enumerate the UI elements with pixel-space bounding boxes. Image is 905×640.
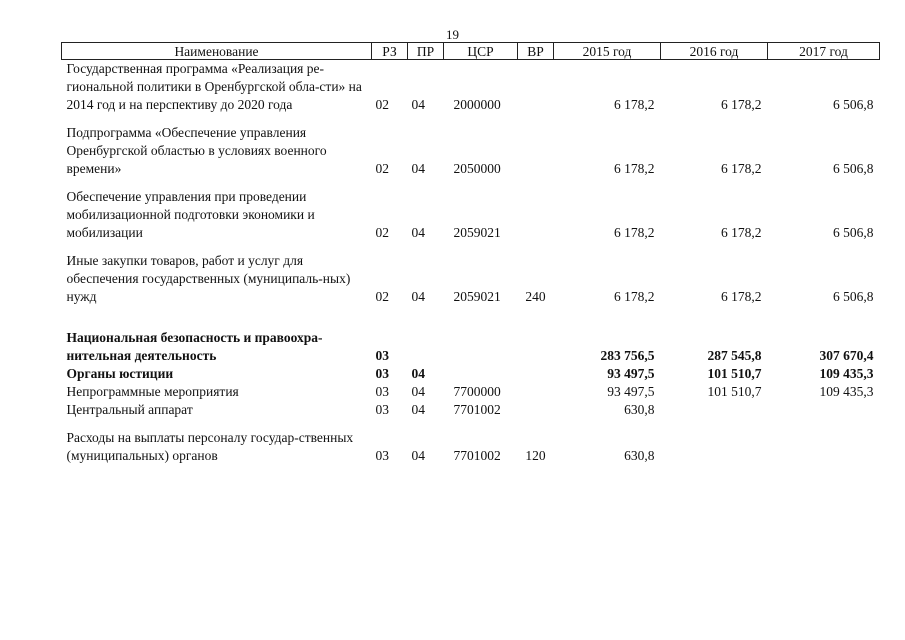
row-vr [518,60,554,115]
table-row [62,178,880,242]
row-vr [518,365,554,383]
table-row [62,114,880,178]
table-row [62,419,880,465]
row-2016: 6 178,2 [721,289,762,304]
row-2016: 6 178,2 [721,97,762,112]
row-2015: 6 178,2 [614,289,655,304]
row-vr: 240 [525,289,546,304]
row-vr [518,383,554,401]
row-rz: 02 [375,289,389,304]
row-2017 [768,419,880,465]
row-csr: 2000000 [453,97,501,112]
row-2015: 93 497,5 [607,384,655,399]
row-name: Органы юстиции [66,366,174,381]
row-name: Расходы на выплаты персоналу государ-ственных (муниципальных) органов [66,430,354,463]
row-csr: 2059021 [453,289,501,304]
header-vr: ВР [518,43,554,60]
row-pr: 04 [411,402,425,417]
row-2017: 6 506,8 [833,289,874,304]
row-2015: 6 178,2 [614,161,655,176]
row-rz: 02 [375,97,389,112]
row-2017 [768,401,880,419]
row-csr: 7701002 [453,402,501,417]
header-row [62,43,880,60]
row-vr [518,401,554,419]
table-row [62,242,880,306]
table-row [62,306,880,365]
row-pr: 04 [411,97,425,112]
row-2016: 6 178,2 [721,161,762,176]
row-2015: 283 756,5 [600,348,655,363]
row-2017: 109 435,3 [819,366,874,381]
row-name: Центральный аппарат [66,402,193,417]
row-rz: 02 [375,161,389,176]
row-rz: 02 [375,225,389,240]
row-name: Государственная программа «Реализация ре-гиональной политики в Оренбургской обла-сти» на 2014 год и на перспективу до 2020 года [66,61,362,112]
row-2016: 6 178,2 [721,225,762,240]
row-2015: 6 178,2 [614,97,655,112]
row-rz: 03 [375,402,389,417]
row-pr [408,306,444,365]
table-row [62,401,880,419]
table-row [62,383,880,401]
row-rz: 03 [375,448,389,463]
row-vr: 120 [525,448,546,463]
row-name: Иные закупки товаров, работ и услуг для обеспечения государственных (муниципаль-ных) нужд [66,253,351,304]
row-2017: 109 435,3 [819,384,874,399]
row-csr: 7700000 [453,384,501,399]
row-2015: 93 497,5 [607,366,655,381]
row-csr: 2059021 [453,225,501,240]
row-2016: 101 510,7 [707,384,762,399]
row-2016 [661,401,768,419]
header-csr: ЦСР [444,43,518,60]
row-2016: 287 545,8 [707,348,762,363]
row-2017: 307 670,4 [819,348,874,363]
header-pr: ПР [408,43,444,60]
header-2017: 2017 год [768,43,880,60]
row-pr: 04 [411,225,425,240]
header-2015: 2015 год [554,43,661,60]
row-2015: 630,8 [624,448,655,463]
row-rz: 03 [375,348,389,363]
row-csr: 2050000 [453,161,501,176]
header-2016: 2016 год [661,43,768,60]
row-name: Обеспечение управления при проведении мобилизационной подготовки экономики и мобилизации [66,189,315,240]
row-pr: 04 [411,161,425,176]
row-csr: 7701002 [453,448,501,463]
row-2015: 6 178,2 [614,225,655,240]
row-name: Подпрограмма «Обеспечение управления Оренбургской областью в условиях военного времени» [66,125,327,176]
row-2016 [661,419,768,465]
table-row [62,60,880,115]
row-name: Непрограммные мероприятия [66,384,239,399]
row-csr [444,306,518,365]
row-2017: 6 506,8 [833,225,874,240]
header-rz: РЗ [372,43,408,60]
row-vr [518,114,554,178]
row-name: Национальная безопасность и правоохра-нительная деятельность [66,330,323,363]
budget-table [61,42,880,465]
row-rz: 03 [375,384,389,399]
row-vr [518,306,554,365]
row-2015: 630,8 [624,402,655,417]
header-name: Наименование [62,43,372,60]
row-csr [444,365,518,383]
table-row [62,365,880,383]
table-header [62,43,880,60]
row-2016: 101 510,7 [707,366,762,381]
row-2017: 6 506,8 [833,161,874,176]
row-vr [518,178,554,242]
row-2017: 6 506,8 [833,97,874,112]
row-rz: 03 [375,366,389,381]
row-pr: 04 [411,289,425,304]
row-pr: 04 [411,384,425,399]
row-pr: 04 [411,448,425,463]
page-number: 19 [446,27,459,42]
table-body [62,60,880,466]
row-pr: 04 [411,366,425,381]
